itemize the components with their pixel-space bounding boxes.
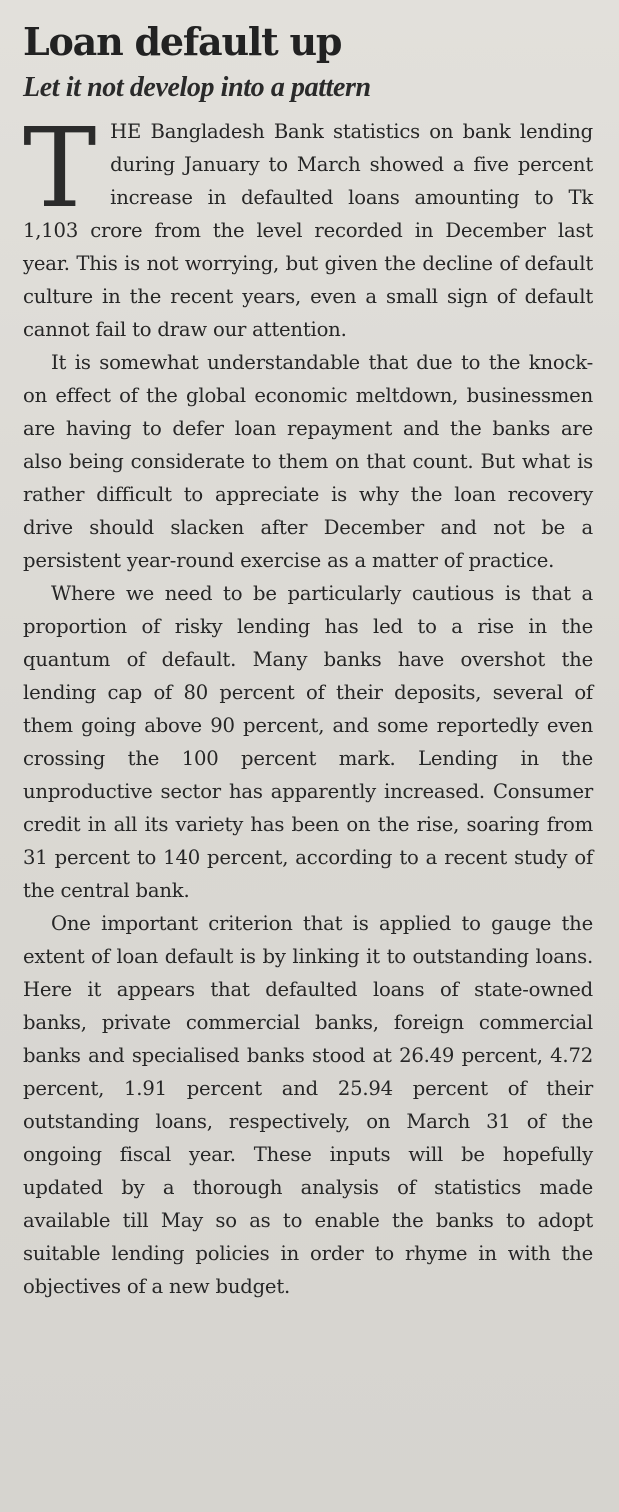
article-paragraph-4: One important criterion that is applied to gauge the extent of loan default is by linking it to outstanding loans. Here it appears that defaulted loans of state-owned banks, private commercial banks, foreign commercial banks and specialised banks stood at 26.49 percent, 4.72 percent, 1.91 percent and 25.94 percent of their outstanding loans, respectively, on March 31 of the ongoing fiscal year. These inputs will be hopefully updated by a thorough analysis of statistics made available till May so as to enable the banks to adopt suitable lending policies in order to rhyme in with the objectives of a new budget.	[23, 912, 593, 1298]
article-body	[23, 104, 593, 1303]
paragraph-1-text: HE Bangladesh Bank statistics on bank lending during January to March showed a five percent increase in defaulted loans amounting to Tk 1,103 crore from the level recorded in December last year. This is not worrying, but given the decline of default culture in the recent years, even a small sign of default cannot fail to draw our attention.	[23, 120, 593, 341]
article-paragraph-3: Where we need to be particularly cautious is that a proportion of risky lending has led to a rise in the quantum of default. Many banks have overshot the lending cap of 80 percent of their deposits, several of them going above 90 percent, and some reportedly even crossing the 100 percent mark. Lending in the unproductive sector has apparently increased. Consumer credit in all its variety has been on the rise, soaring from 31 percent to 140 percent, according to a recent study of the central bank.	[23, 582, 593, 902]
article-paragraph-1	[23, 104, 593, 346]
drop-cap: T	[23, 104, 97, 232]
article-subheadline: Let it not develop into a pattern	[23, 72, 371, 103]
article-paragraph-2: It is somewhat understandable that due to the knock-on effect of the global economic meltdown, businessmen are having to defer loan repayment and the banks are also being considerate to them on that count. But what is rather difficult to appreciate is why the loan recovery drive should slacken after December and not be a persistent year-round exercise as a matter of practice.	[23, 351, 593, 572]
article-headline: Loan default up	[23, 19, 342, 64]
